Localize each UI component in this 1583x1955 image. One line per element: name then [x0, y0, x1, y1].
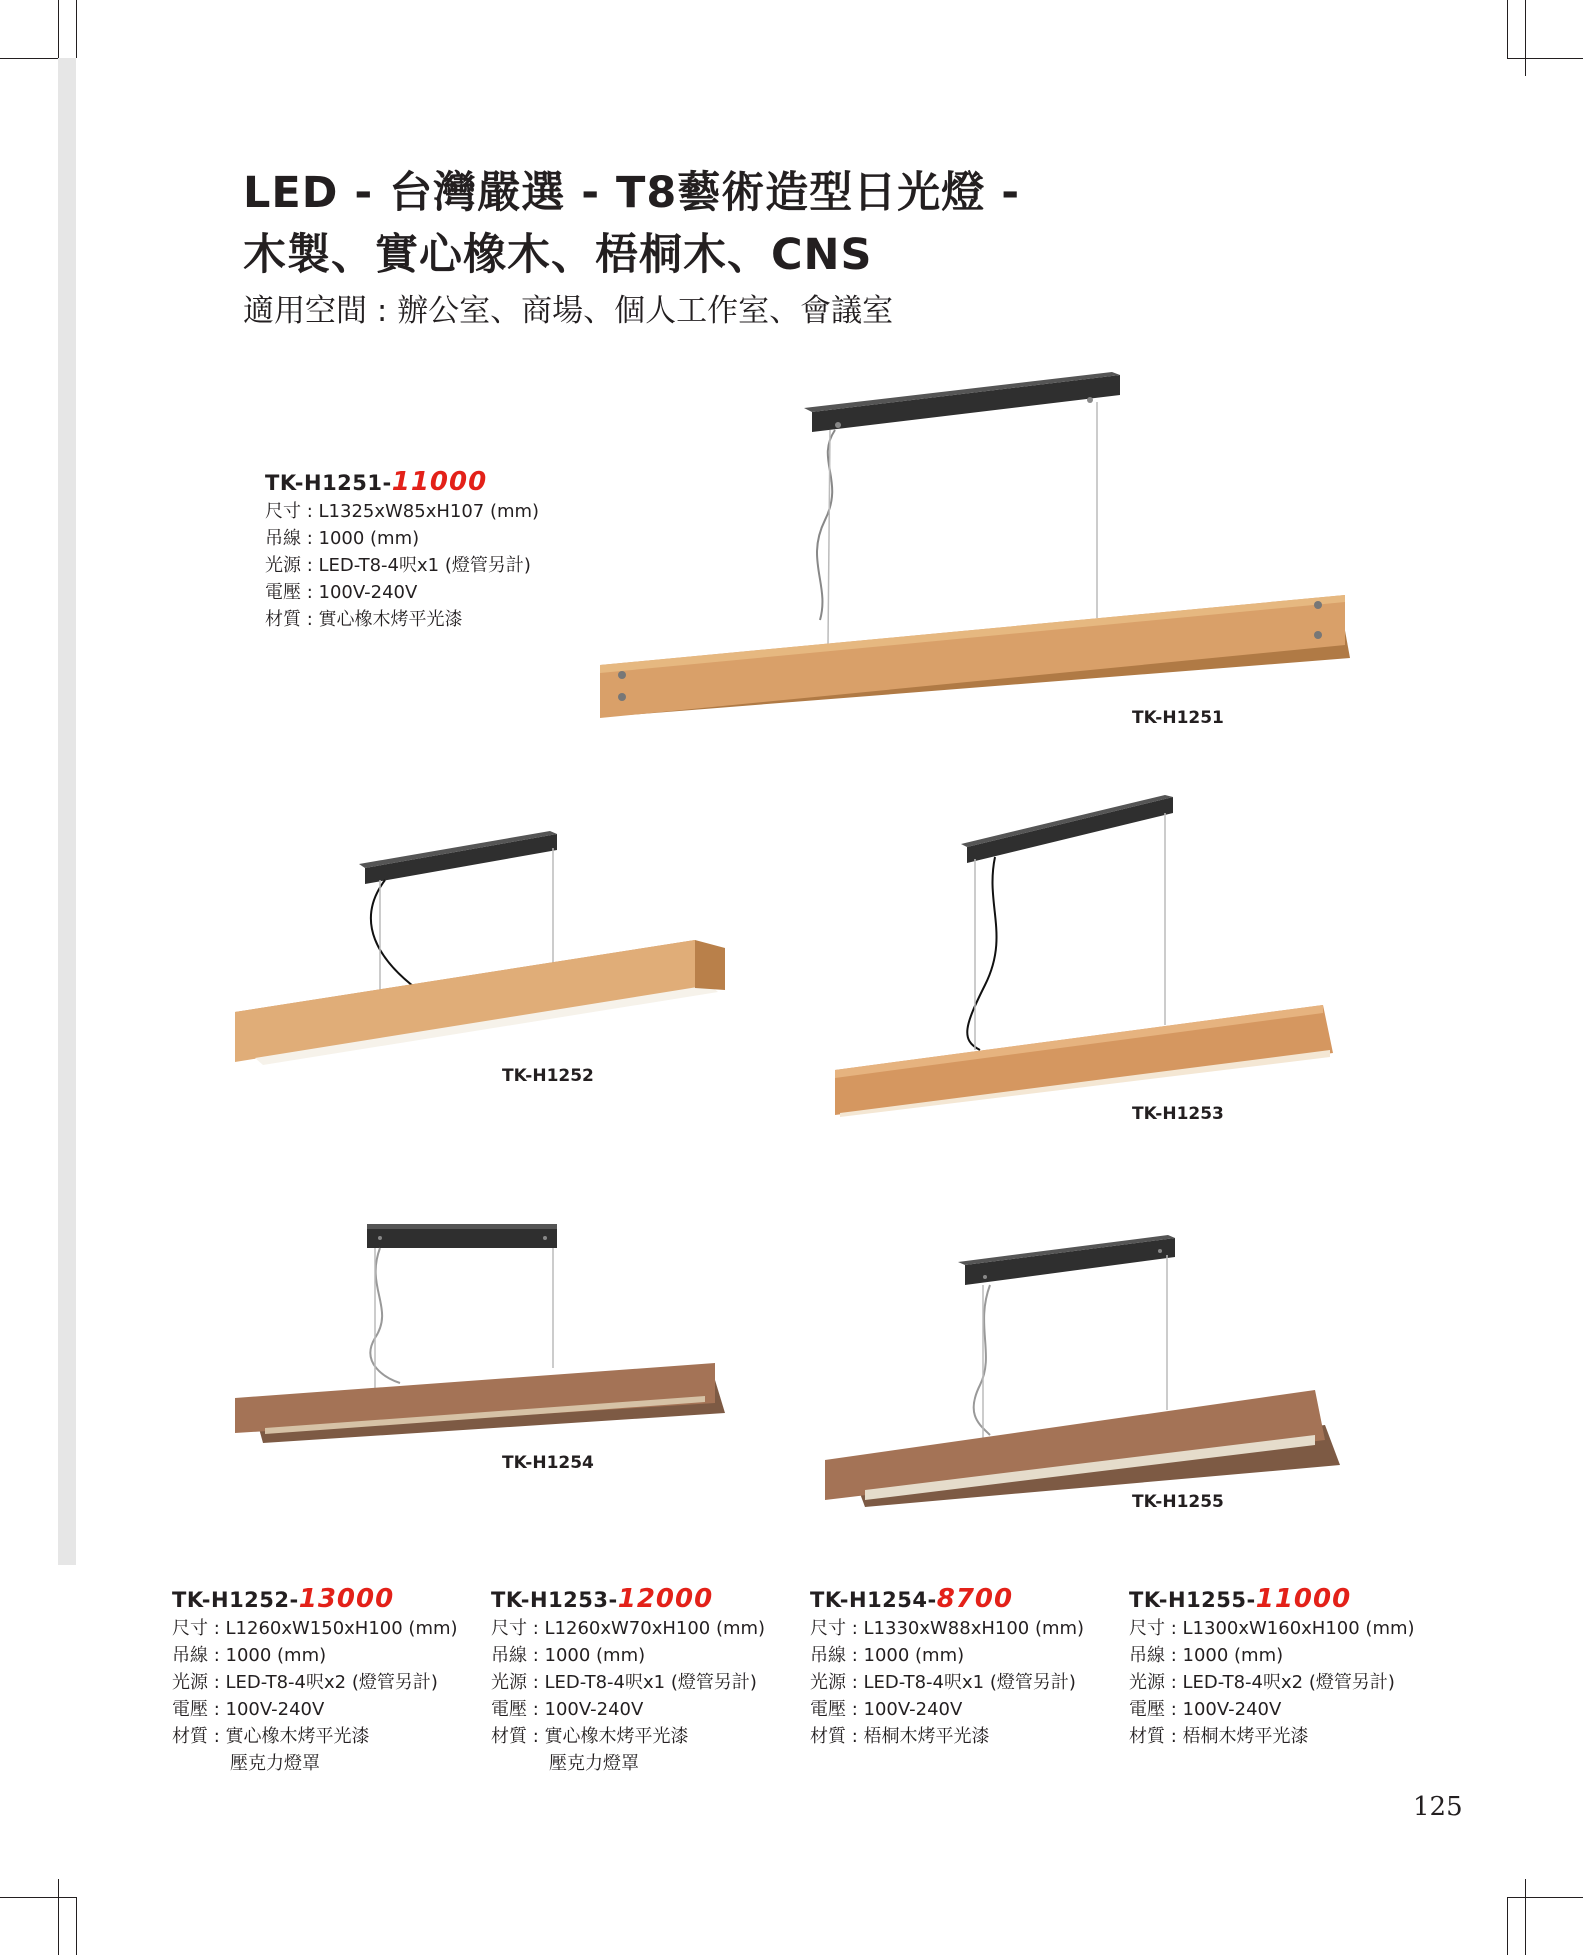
product-spec-tk-h1252 — [172, 1585, 458, 1777]
spec-size: 尺寸 : L1260xW150xH100 (mm) — [172, 1618, 458, 1639]
page-sidebar-strip — [58, 58, 76, 1565]
spec-material: 材質 : 實心橡木烤平光漆 — [491, 1726, 689, 1747]
spec-light: 光源 : LED-T8-4呎x2 (燈管另計) — [172, 1672, 438, 1693]
price: 11000 — [391, 467, 488, 497]
spec-cable: 吊線 : 1000 (mm) — [265, 528, 420, 549]
product-image-tk-h1251 — [600, 370, 1360, 730]
product-spec-tk-h1253 — [491, 1585, 765, 1777]
model-name: TK-H1252- — [172, 1588, 299, 1612]
price: 8700 — [936, 1584, 1014, 1614]
model-name: TK-H1253- — [491, 1588, 618, 1612]
crop-mark-tr — [1507, 58, 1583, 59]
product-image-tk-h1253 — [835, 795, 1335, 1115]
crop-mark-br — [1507, 1897, 1508, 1955]
price: 12000 — [617, 1584, 714, 1614]
model-name: TK-H1251- — [265, 471, 392, 495]
crop-mark-bl — [76, 1897, 77, 1955]
spec-material: 材質 : 梧桐木烤平光漆 — [1129, 1726, 1309, 1747]
product-spec-tk-h1251 — [265, 468, 539, 633]
price: 13000 — [298, 1584, 395, 1614]
spec-cable: 吊線 : 1000 (mm) — [1129, 1645, 1284, 1666]
spec-cable: 吊線 : 1000 (mm) — [491, 1645, 646, 1666]
page-title-line1: LED - 台灣嚴選 - T8藝術造型日光燈 - — [243, 168, 1021, 218]
spec-light: 光源 : LED-T8-4呎x1 (燈管另計) — [265, 555, 531, 576]
spec-voltage: 電壓 : 100V-240V — [265, 582, 418, 603]
model-name: TK-H1255- — [1129, 1588, 1256, 1612]
page-subtitle: 適用空間 : 辦公室、商場、個人工作室、會議室 — [243, 293, 894, 329]
spec-cable: 吊線 : 1000 (mm) — [172, 1645, 327, 1666]
crop-mark-tr — [1525, 0, 1526, 76]
crop-mark-bl — [58, 1879, 59, 1955]
crop-mark-bl — [0, 1897, 76, 1898]
spec-voltage: 電壓 : 100V-240V — [172, 1699, 325, 1720]
crop-mark-br — [1507, 1897, 1583, 1898]
page-number: 125 — [1413, 1792, 1463, 1822]
product-image-tk-h1252 — [235, 830, 735, 1080]
spec-size: 尺寸 : L1330xW88xH100 (mm) — [810, 1618, 1085, 1639]
spec-material: 材質 : 梧桐木烤平光漆 — [810, 1726, 990, 1747]
page-title-line2: 木製、實心橡木、梧桐木、CNS — [243, 230, 873, 280]
spec-light: 光源 : LED-T8-4呎x1 (燈管另計) — [491, 1672, 757, 1693]
crop-mark-br — [1525, 1879, 1526, 1955]
spec-material: 材質 : 實心橡木烤平光漆 — [265, 609, 463, 630]
spec-cable: 吊線 : 1000 (mm) — [810, 1645, 965, 1666]
caption-tk-h1252: TK-H1252 — [502, 1066, 594, 1086]
product-spec-tk-h1254 — [810, 1585, 1084, 1750]
caption-tk-h1255: TK-H1255 — [1132, 1492, 1224, 1512]
crop-mark-tr — [1507, 0, 1508, 58]
crop-mark-tl — [76, 0, 77, 58]
spec-size: 尺寸 : L1300xW160xH100 (mm) — [1129, 1618, 1415, 1639]
spec-voltage: 電壓 : 100V-240V — [491, 1699, 644, 1720]
spec-voltage: 電壓 : 100V-240V — [1129, 1699, 1282, 1720]
spec-material-extra: 壓克力燈罩 — [549, 1753, 639, 1774]
caption-tk-h1254: TK-H1254 — [502, 1453, 594, 1473]
spec-size: 尺寸 : L1325xW85xH107 (mm) — [265, 501, 540, 522]
caption-tk-h1251: TK-H1251 — [1132, 708, 1224, 728]
price: 11000 — [1255, 1584, 1352, 1614]
model-name: TK-H1254- — [810, 1588, 937, 1612]
spec-size: 尺寸 : L1260xW70xH100 (mm) — [491, 1618, 766, 1639]
spec-light: 光源 : LED-T8-4呎x2 (燈管另計) — [1129, 1672, 1395, 1693]
spec-material: 材質 : 實心橡木烤平光漆 — [172, 1726, 370, 1747]
caption-tk-h1253: TK-H1253 — [1132, 1104, 1224, 1124]
spec-material-extra: 壓克力燈罩 — [230, 1753, 320, 1774]
spec-light: 光源 : LED-T8-4呎x1 (燈管另計) — [810, 1672, 1076, 1693]
spec-voltage: 電壓 : 100V-240V — [810, 1699, 963, 1720]
product-image-tk-h1255 — [825, 1235, 1345, 1505]
product-image-tk-h1254 — [235, 1218, 735, 1448]
product-spec-tk-h1255 — [1129, 1585, 1415, 1750]
